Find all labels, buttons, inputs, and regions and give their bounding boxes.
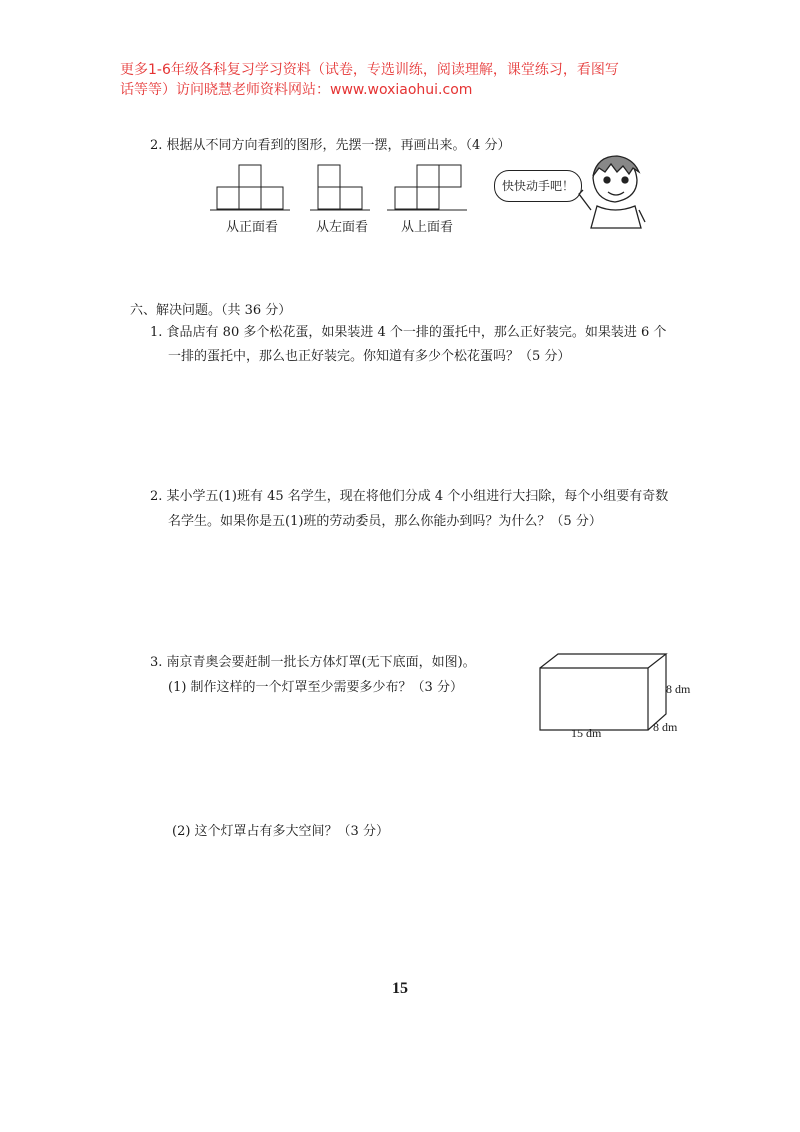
dimension-length: 15 dm	[571, 726, 602, 740]
top-view-figure	[387, 165, 467, 210]
dimension-height: 8 dm	[666, 682, 691, 696]
problem-2-line-1: 2. 某小学五(1)班有 45 名学生，现在将他们分成 4 个小组进行大扫除，每个小组要有奇数	[150, 489, 669, 504]
banner-line-2: 话等等）访问晓慧老师资料网站：www.woxiaohui.com	[120, 82, 473, 98]
left-view-figure	[310, 165, 370, 210]
site-banner	[120, 60, 700, 100]
problem-2-line-2: 名学生。如果你是五(1)班的劳动委员，那么你能办到吗？为什么？（5 分）	[168, 514, 602, 529]
question-views-text: 2. 根据从不同方向看到的图形，先摆一摆，再画出来。（4 分）	[150, 138, 511, 153]
problem-3-line-1: 3. 南京青奥会要赶制一批长方体灯罩(无下底面，如图)。	[150, 655, 476, 670]
problem-1-line-1: 1. 食品店有 80 多个松花蛋，如果装进 4 个一排的蛋托中，那么正好装完。如果装进 6 个	[150, 325, 667, 340]
top-view-label: 从上面看	[400, 220, 453, 235]
dimension-width: 8 dm	[653, 720, 678, 734]
section-six-title: 六、解决问题。（共 36 分）	[130, 303, 292, 318]
page-number: 15	[392, 980, 408, 997]
problem-1-line-2: 一排的蛋托中，那么也正好装完。你知道有多少个松花蛋吗？（5 分）	[168, 349, 571, 364]
speech-bubble: 快快动手吧！	[494, 170, 582, 202]
problem-3-sub-2: (2) 这个灯罩占有多大空间？（3 分）	[172, 824, 389, 839]
boy-illustration	[575, 150, 650, 230]
left-view-label: 从左面看	[315, 220, 368, 235]
problem-3-sub-1: (1) 制作这样的一个灯罩至少需要多少布？（3 分）	[168, 680, 463, 695]
front-view-figure	[210, 165, 290, 210]
front-view-label: 从正面看	[225, 220, 278, 235]
banner-line-1: 更多1-6年级各科复习学习资料（试卷，专选训练，阅读理解，课堂练习，看图写	[120, 62, 619, 78]
